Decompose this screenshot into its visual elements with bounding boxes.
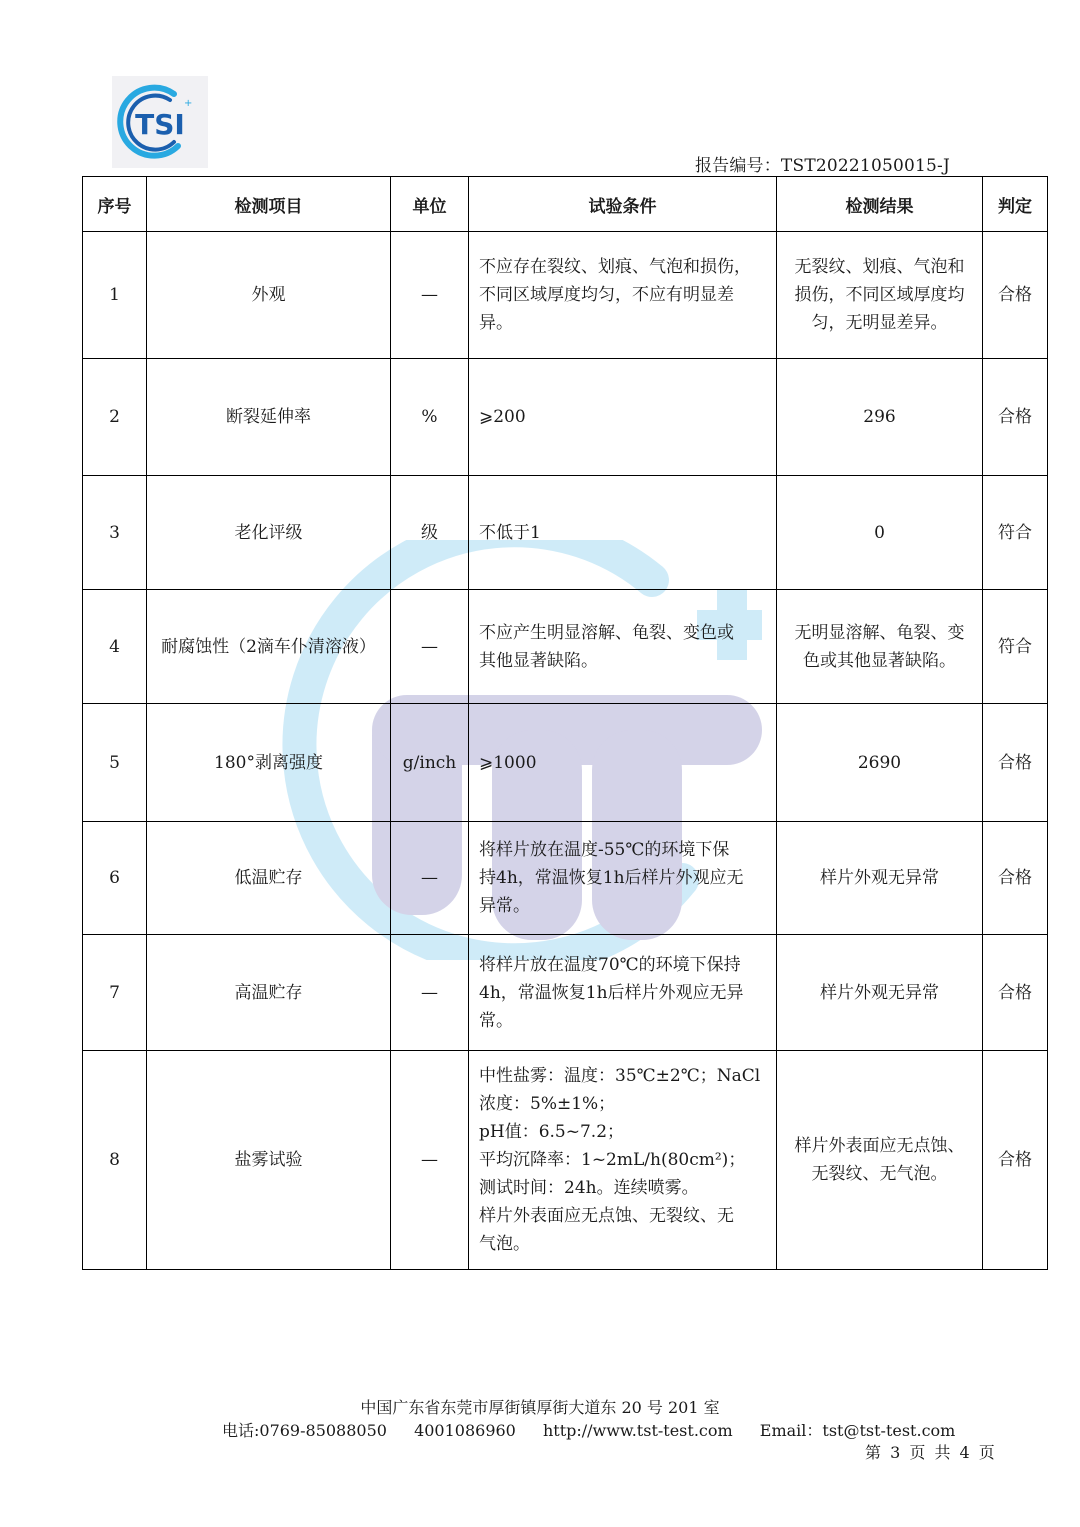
table-row <box>83 822 1048 935</box>
row-verdict: 合格 <box>983 232 1048 359</box>
row-condition <box>469 935 777 1051</box>
row-number: 4 <box>83 590 147 704</box>
footer-contact <box>222 1418 977 1441</box>
row-condition <box>469 1051 777 1270</box>
row-item: 外观 <box>147 232 391 359</box>
table-row <box>83 359 1048 476</box>
row-item: 盐雾试验 <box>147 1051 391 1270</box>
svg-text:TSI: TSI <box>135 108 185 141</box>
row-number: 7 <box>83 935 147 1051</box>
row-verdict: 合格 <box>983 1051 1048 1270</box>
condition-line: ⩾1000 <box>479 752 537 773</box>
header-verdict: 判定 <box>983 177 1048 232</box>
row-unit: — <box>391 590 469 704</box>
header-seq: 序号 <box>83 177 147 232</box>
result-line: 损伤，不同区域厚度均 <box>794 285 965 305</box>
table-row <box>83 232 1048 359</box>
svg-text:+: + <box>184 98 193 109</box>
condition-line: 平均沉降率：1~2mL/h(80cm²)； <box>479 1150 746 1170</box>
table-header-row <box>83 177 1048 232</box>
footer-hotline: 4001086960 <box>414 1421 516 1440</box>
row-number: 6 <box>83 822 147 935</box>
result-line: 色或其他显著缺陷。 <box>803 650 956 671</box>
report-number: 报告编号：TST20221050015-J <box>694 156 950 176</box>
row-number: 2 <box>83 359 147 476</box>
result-line: 样片外表面应无点蚀、 <box>794 1136 965 1156</box>
condition-line: 气泡。 <box>479 1234 530 1254</box>
condition-line: 不应产生明显溶解、龟裂、变色或 <box>479 622 734 643</box>
page-number: 第 3 页 共 4 页 <box>865 1443 997 1462</box>
result-line: 无明显溶解、龟裂、变 <box>794 622 965 643</box>
condition-line: 异常。 <box>479 896 530 916</box>
result-line: 无裂纹、无气泡。 <box>811 1164 948 1184</box>
row-number: 8 <box>83 1051 147 1270</box>
row-verdict: 符合 <box>983 590 1048 704</box>
row-result <box>777 232 983 359</box>
table-row <box>83 704 1048 822</box>
row-unit: — <box>391 822 469 935</box>
row-unit: g/inch <box>391 704 469 822</box>
row-item: 断裂延伸率 <box>147 359 391 476</box>
row-condition <box>469 822 777 935</box>
row-result <box>777 704 983 822</box>
footer-phone: 电话:0769-85088050 <box>222 1421 387 1440</box>
row-item: 低温贮存 <box>147 822 391 935</box>
result-line: 0 <box>874 522 885 543</box>
condition-line: 异。 <box>479 313 513 333</box>
table-row <box>83 1051 1048 1270</box>
row-item: 耐腐蚀性（2滴车仆清溶液） <box>147 590 391 704</box>
row-item: 高温贮存 <box>147 935 391 1051</box>
condition-line: 不同区域厚度均匀，不应有明显差 <box>479 285 734 305</box>
row-condition <box>469 704 777 822</box>
condition-line: 浓度：5%±1%； <box>479 1094 616 1114</box>
condition-line: 样片外表面应无点蚀、无裂纹、无 <box>479 1206 734 1226</box>
row-unit: % <box>391 359 469 476</box>
row-item: 180°剥离强度 <box>147 704 391 822</box>
row-item: 老化评级 <box>147 476 391 590</box>
footer-address: 中国广东省东莞市厚街镇厚街大道东 20 号 201 室 <box>360 1398 720 1417</box>
header-result: 检测结果 <box>777 177 983 232</box>
header-unit: 单位 <box>391 177 469 232</box>
condition-line: pH值：6.5~7.2； <box>479 1122 625 1142</box>
table-row <box>83 476 1048 590</box>
row-number: 5 <box>83 704 147 822</box>
table-row <box>83 935 1048 1051</box>
row-verdict: 符合 <box>983 476 1048 590</box>
row-result <box>777 935 983 1051</box>
condition-line: 常。 <box>479 1010 513 1031</box>
result-line: 匀，无明显差异。 <box>811 313 948 333</box>
condition-line: 其他显著缺陷。 <box>479 650 598 671</box>
result-line: 2690 <box>857 752 902 773</box>
condition-line: 中性盐雾：温度：35℃±2℃；NaCl <box>479 1066 761 1086</box>
row-verdict: 合格 <box>983 822 1048 935</box>
result-line: 296 <box>863 407 896 427</box>
row-verdict: 合格 <box>983 359 1048 476</box>
condition-line: 持4h，常温恢复1h后样片外观应无 <box>479 868 744 888</box>
row-unit: 级 <box>391 476 469 590</box>
condition-line: 将样片放在温度70℃的环境下保持 <box>479 954 741 975</box>
condition-line: 4h，常温恢复1h后样片外观应无异 <box>479 982 744 1003</box>
row-number: 1 <box>83 232 147 359</box>
header-item: 检测项目 <box>147 177 391 232</box>
result-line: 样片外观无异常 <box>820 868 939 888</box>
condition-line: 将样片放在温度-55℃的环境下保 <box>479 840 730 860</box>
row-unit: — <box>391 935 469 1051</box>
row-condition <box>469 232 777 359</box>
condition-line: 不应存在裂纹、划痕、气泡和损伤， <box>479 257 751 277</box>
result-line: 样片外观无异常 <box>820 982 939 1003</box>
row-result <box>777 590 983 704</box>
row-verdict: 合格 <box>983 935 1048 1051</box>
condition-line: ⩾200 <box>479 407 526 427</box>
condition-line: 不低于1 <box>479 522 541 543</box>
row-result <box>777 822 983 935</box>
row-unit: — <box>391 232 469 359</box>
row-condition <box>469 476 777 590</box>
header-condition: 试验条件 <box>469 177 777 232</box>
footer-email[interactable]: Email：tst@tst-test.com <box>759 1421 956 1440</box>
table-row <box>83 590 1048 704</box>
condition-line: 测试时间：24h。连续喷雾。 <box>479 1178 699 1198</box>
row-condition <box>469 590 777 704</box>
row-result <box>777 359 983 476</box>
footer-website[interactable]: http://www.tst-test.com <box>542 1421 733 1440</box>
row-number: 3 <box>83 476 147 590</box>
row-verdict: 合格 <box>983 704 1048 822</box>
company-logo <box>112 76 208 168</box>
result-line: 无裂纹、划痕、气泡和 <box>794 257 965 277</box>
row-condition <box>469 359 777 476</box>
row-unit: — <box>391 1051 469 1270</box>
row-result <box>777 476 983 590</box>
test-results-table <box>82 176 1048 1270</box>
row-result <box>777 1051 983 1270</box>
